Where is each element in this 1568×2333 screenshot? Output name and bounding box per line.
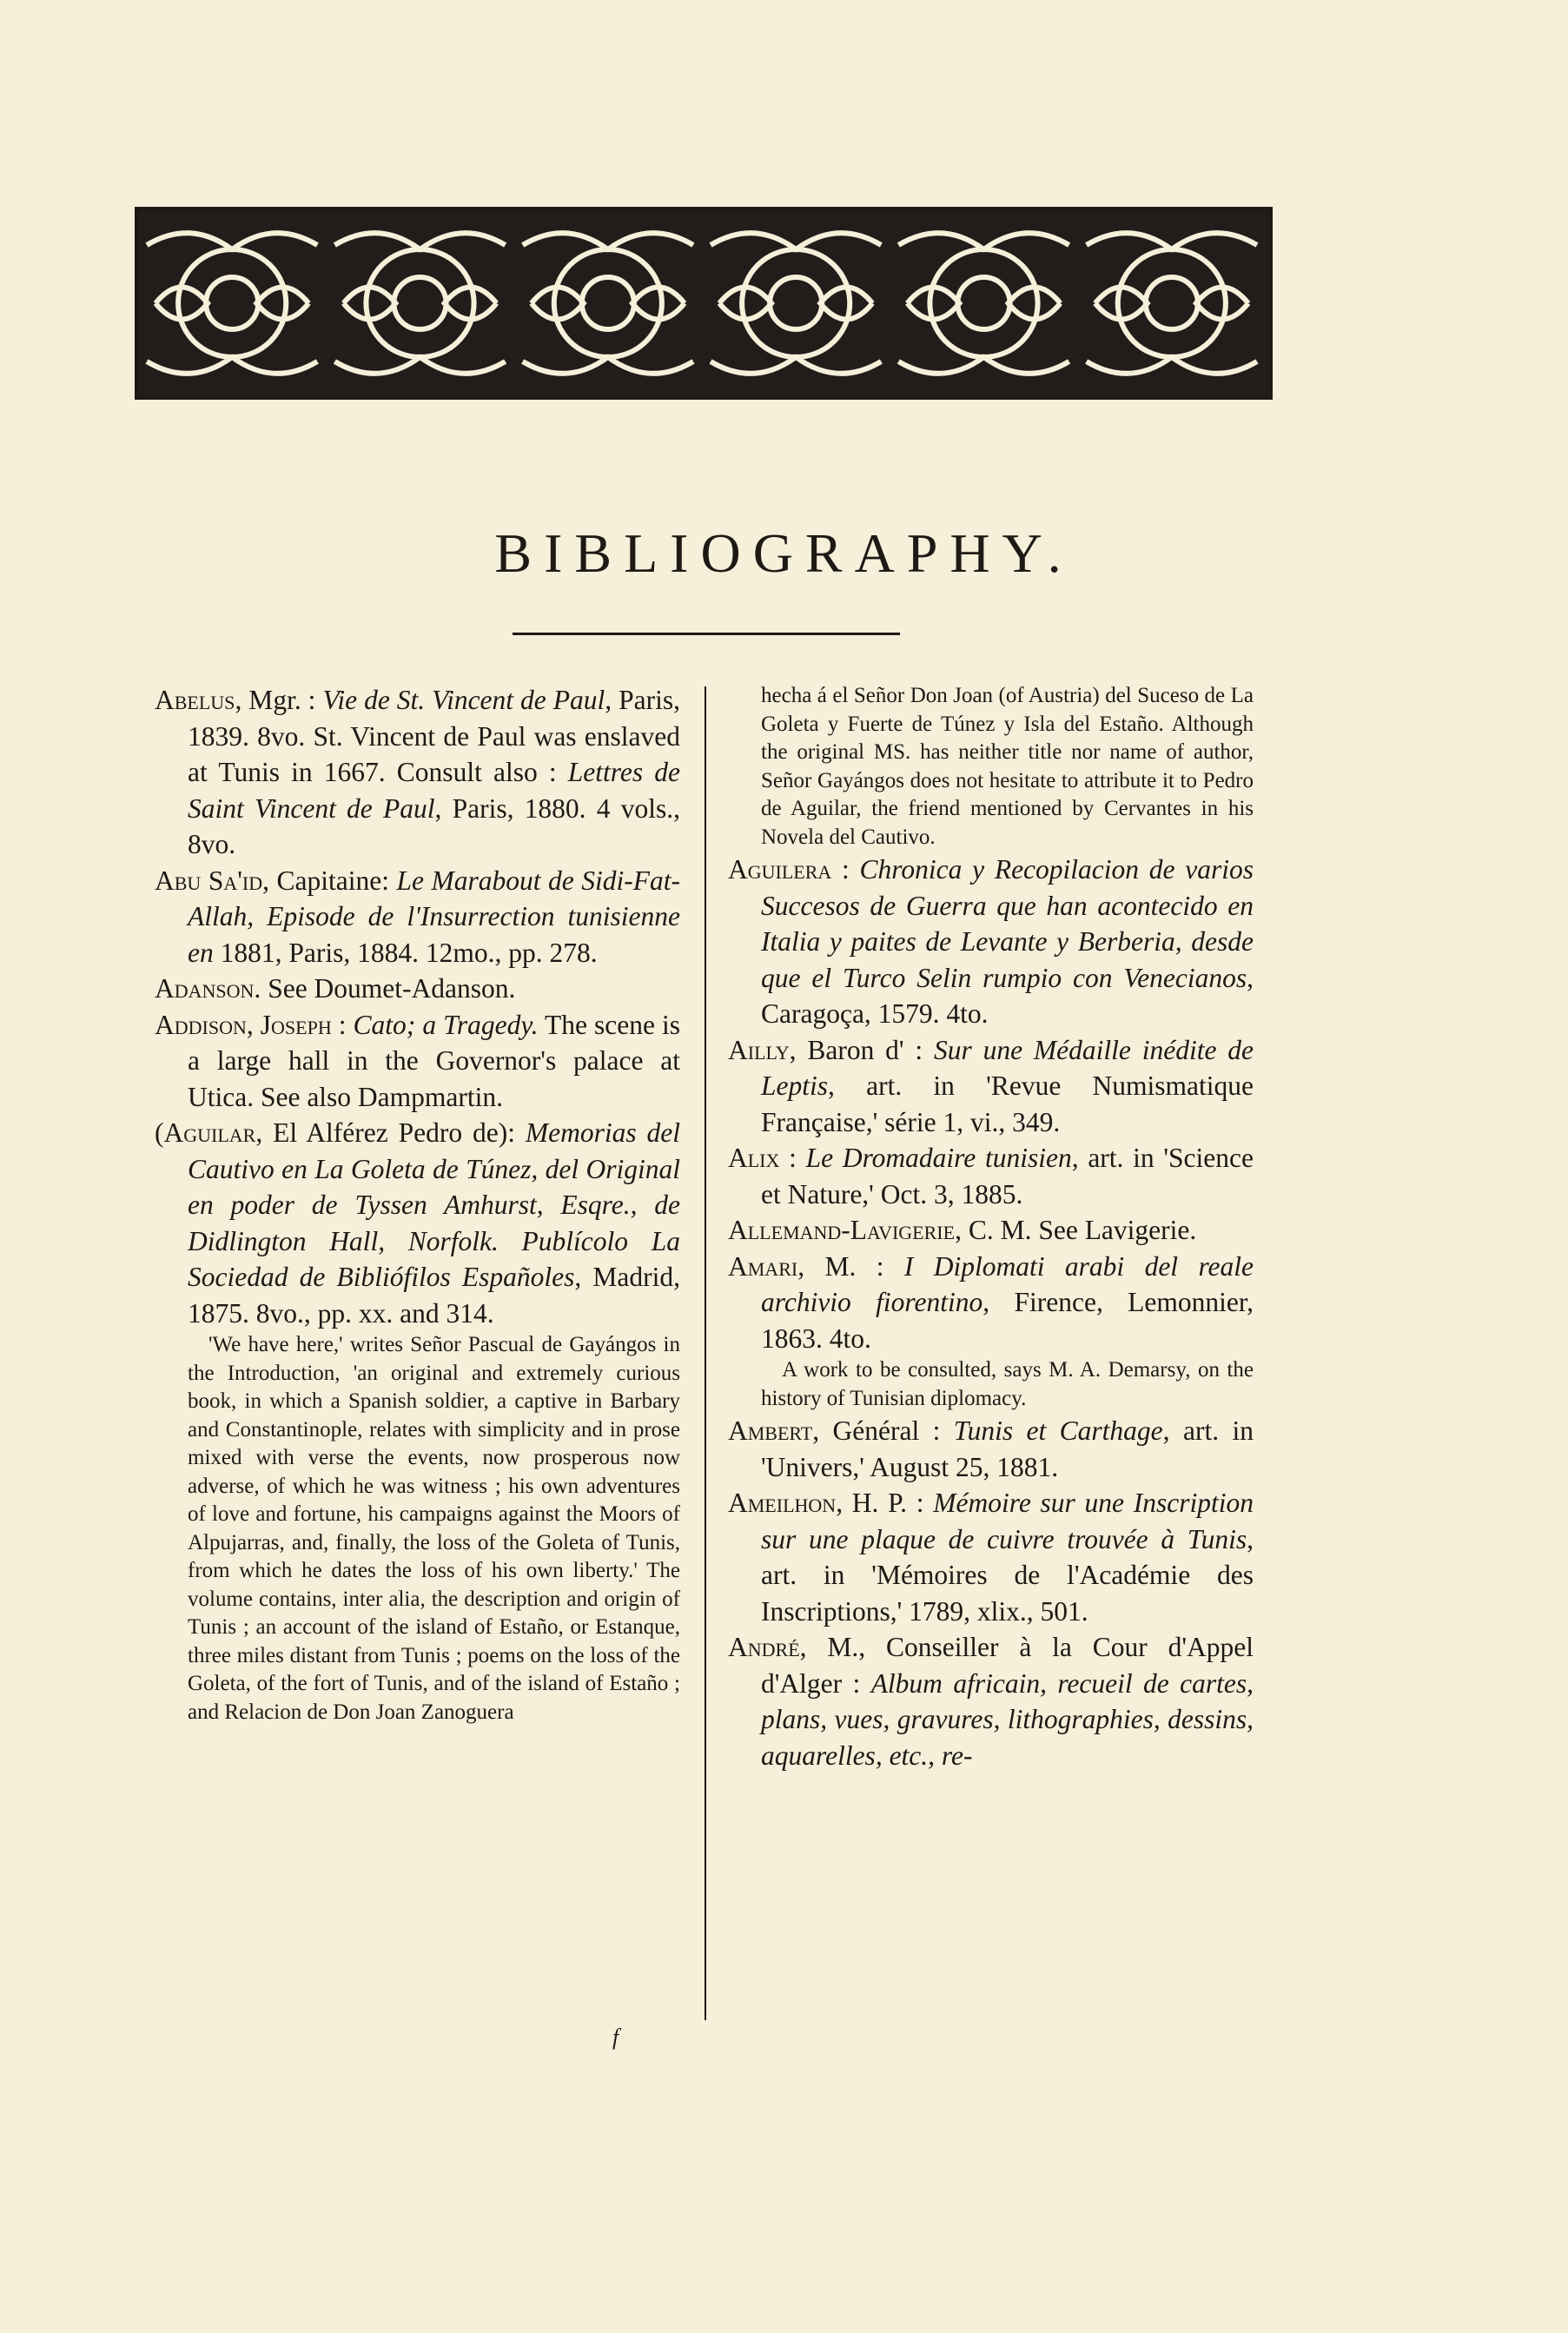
bibliography-entry (155, 1115, 680, 1331)
page-title: BIBLIOGRAPHY. (494, 522, 1074, 584)
entry-rest: , Mgr. : (235, 685, 323, 715)
entry-after: , Firence, Lemonnier, 1863. 4to. (761, 1287, 1254, 1354)
right-continuation: hecha á el Señor Don Joan (of Austria) del Suceso de La Goleta y Fuerte de Túnez y Isla del Estaño. Although the original MS. has neither title nor name of author, Señor Gayángos does not hesitate to attribute it to Pedro de Aguilar, the friend mentioned by Cervantes in his Novela del Cautivo. (761, 684, 1254, 849)
entry-after: The scene is a large hall in the Governor's palace at Utica. See also Dampmartin. (188, 1009, 680, 1112)
entry-head: Allemand-Lavigerie (728, 1215, 956, 1245)
bibliography-entry (728, 1140, 1254, 1212)
bibliography-entry (728, 1249, 1254, 1357)
left-entries (155, 682, 680, 1331)
bibliography-entry (728, 1413, 1254, 1485)
entry-title: Le Marabout de Sidi-Fat-Allah, Episode de l'Insurrection tunisienne en (188, 865, 680, 968)
bibliography-entry (155, 682, 680, 863)
right-column (728, 682, 1254, 1773)
bibliography-entry (155, 863, 680, 971)
header-ornament (135, 207, 1273, 400)
right-note: A work to be consulted, says M. A. Demarsy, on the history of Tunisian diplomacy. (761, 1358, 1254, 1410)
entry-head: (Aguilar (155, 1117, 256, 1148)
entry-rest: , Capitaine: (262, 865, 397, 896)
entry-title: Chronica y Recopilacion de varios Succesos de Guerra que han acontecido en Italia y paites de Levante y Berberia, desde que el Turco Selin rumpio con Venecianos (761, 854, 1254, 993)
column-divider (705, 686, 706, 2020)
entry-head: Adanson. (155, 973, 261, 1004)
entry-rest: , Général : (812, 1415, 954, 1446)
bibliography-entry (728, 1212, 1254, 1249)
entry-after: , Paris, 1839. 8vo. St. Vincent de Paul was enslaved at Tunis in 1667. Consult also : (188, 685, 680, 787)
entry-head: Abu Sa'id (155, 865, 263, 896)
entry-head: Ambert (728, 1415, 813, 1446)
entry-rest: See (261, 973, 314, 1004)
entry-after: , Caragoça, 1579. 4to. (761, 962, 1254, 1029)
entry-title: Cato; a Tragedy. (353, 1009, 539, 1040)
entry-after: , art. in 'Mémoires de l'Académie des Inscriptions,' 1789, xlix., 501. (761, 1523, 1254, 1627)
entry-title: Sur une Médaille inédite de Leptis (761, 1034, 1254, 1101)
entry-head: Alix (728, 1143, 780, 1173)
entry-after: , art. in 'Univers,' August 25, 1881. (761, 1415, 1254, 1482)
entry-head: André (728, 1632, 800, 1662)
bibliography-entry (155, 1007, 680, 1116)
entry-rest: , M. : (797, 1250, 904, 1282)
entry-after: , art. in 'Science et Nature,' Oct. 3, 1885. (761, 1143, 1254, 1210)
entry-head: Addison, Joseph (155, 1009, 332, 1040)
entry-head: Ameilhon (728, 1488, 837, 1518)
entry-rest: : (331, 1009, 354, 1040)
entry-title: Memorias del Cautivo en La Goleta de Túnez, del Original en poder de Tyssen Amhurst, Esqre., de Didlington Hall, Norfolk. Publícolo La Sociedad de Bibliófilos Españoles (188, 1117, 680, 1292)
entry-rest: , M., Conseiller à la Cour d'Appel d'Alger : (761, 1632, 1254, 1699)
right-entries (728, 852, 1254, 1356)
entry-rest: : (831, 854, 860, 885)
entry-title: Album africain, recueil de cartes, plans, vues, gravures, lithographies, dessins, aquarelles, etc., re- (761, 1667, 1254, 1771)
bibliography-entry (728, 1629, 1254, 1773)
entry-rest: , El Alférez Pedro de): (255, 1117, 526, 1148)
bibliography-entry (728, 1032, 1254, 1141)
right-entries-2 (728, 1413, 1254, 1773)
bibliography-entry (728, 852, 1254, 1032)
entry-head: Aguilera (728, 854, 832, 885)
catchword: f (612, 2025, 619, 2050)
entry-rest: , C. M. See (955, 1215, 1085, 1245)
bibliography-entry (155, 971, 680, 1007)
ornament-pattern-icon (138, 210, 1269, 396)
entry-rest: , Baron d' : (789, 1034, 935, 1065)
entry-head: Ailly (728, 1034, 790, 1065)
entry-head: Abelus (155, 685, 235, 715)
entry-rest: : (779, 1143, 806, 1173)
left-column (155, 682, 680, 1727)
entry-after: 1881, Paris, 1884. 12mo., pp. 278. (213, 937, 598, 968)
bibliography-entry (728, 1485, 1254, 1629)
entry-title2: Lettres de Saint Vincent de Paul (188, 757, 680, 824)
entry-title: Tunis et Carthage (953, 1415, 1163, 1446)
entry-head: Amari (728, 1250, 798, 1282)
entry-title: Vie de St. Vincent de Paul (322, 685, 605, 715)
entry-after: Doumet-Adanson. (314, 973, 516, 1004)
entry-rest: , H. P. : (836, 1488, 934, 1518)
entry-after: , art. in 'Revue Numismatique Française,' série 1, vi., 349. (761, 1070, 1254, 1137)
entry-title: I Diplomati arabi del reale archivio fiorentino (761, 1250, 1254, 1317)
entry-title: Mémoire sur une Inscription sur une plaque de cuivre trouvée à Tunis (761, 1488, 1254, 1554)
left-note: 'We have here,' writes Señor Pascual de Gayángos in the Introduction, 'an original and extremely curious book, in which a Spanish soldier, a captive in Barbary and Constantinople, relates with simplicity and in prose mixed with verse the events, now prosperous now adverse, of which he was witness ; his own adventures of love and fortune, his campaigns against the Moors of Alpujarras, and, finally, the loss of the Goleta of Tunis, from which he dates the loss of his own liberty.' The volume contains, inter alia, the description and origin of Tunis ; an account of the island of Estaño, or Estanque, three miles distant from Tunis ; poems on the loss of the Goleta, of the fort of Tunis, and of the island of Estaño ; and Relacion de Don Joan Zanoguera (188, 1333, 680, 1724)
title-rule (513, 633, 900, 635)
entry-after: Lavigerie. (1084, 1215, 1197, 1245)
entry-title: Le Dromadaire tunisien (805, 1143, 1072, 1173)
entry-after2: , Paris, 1880. 4 vols., 8vo. (188, 792, 680, 859)
entry-after: , Madrid, 1875. 8vo., pp. xx. and 314. (188, 1262, 680, 1329)
